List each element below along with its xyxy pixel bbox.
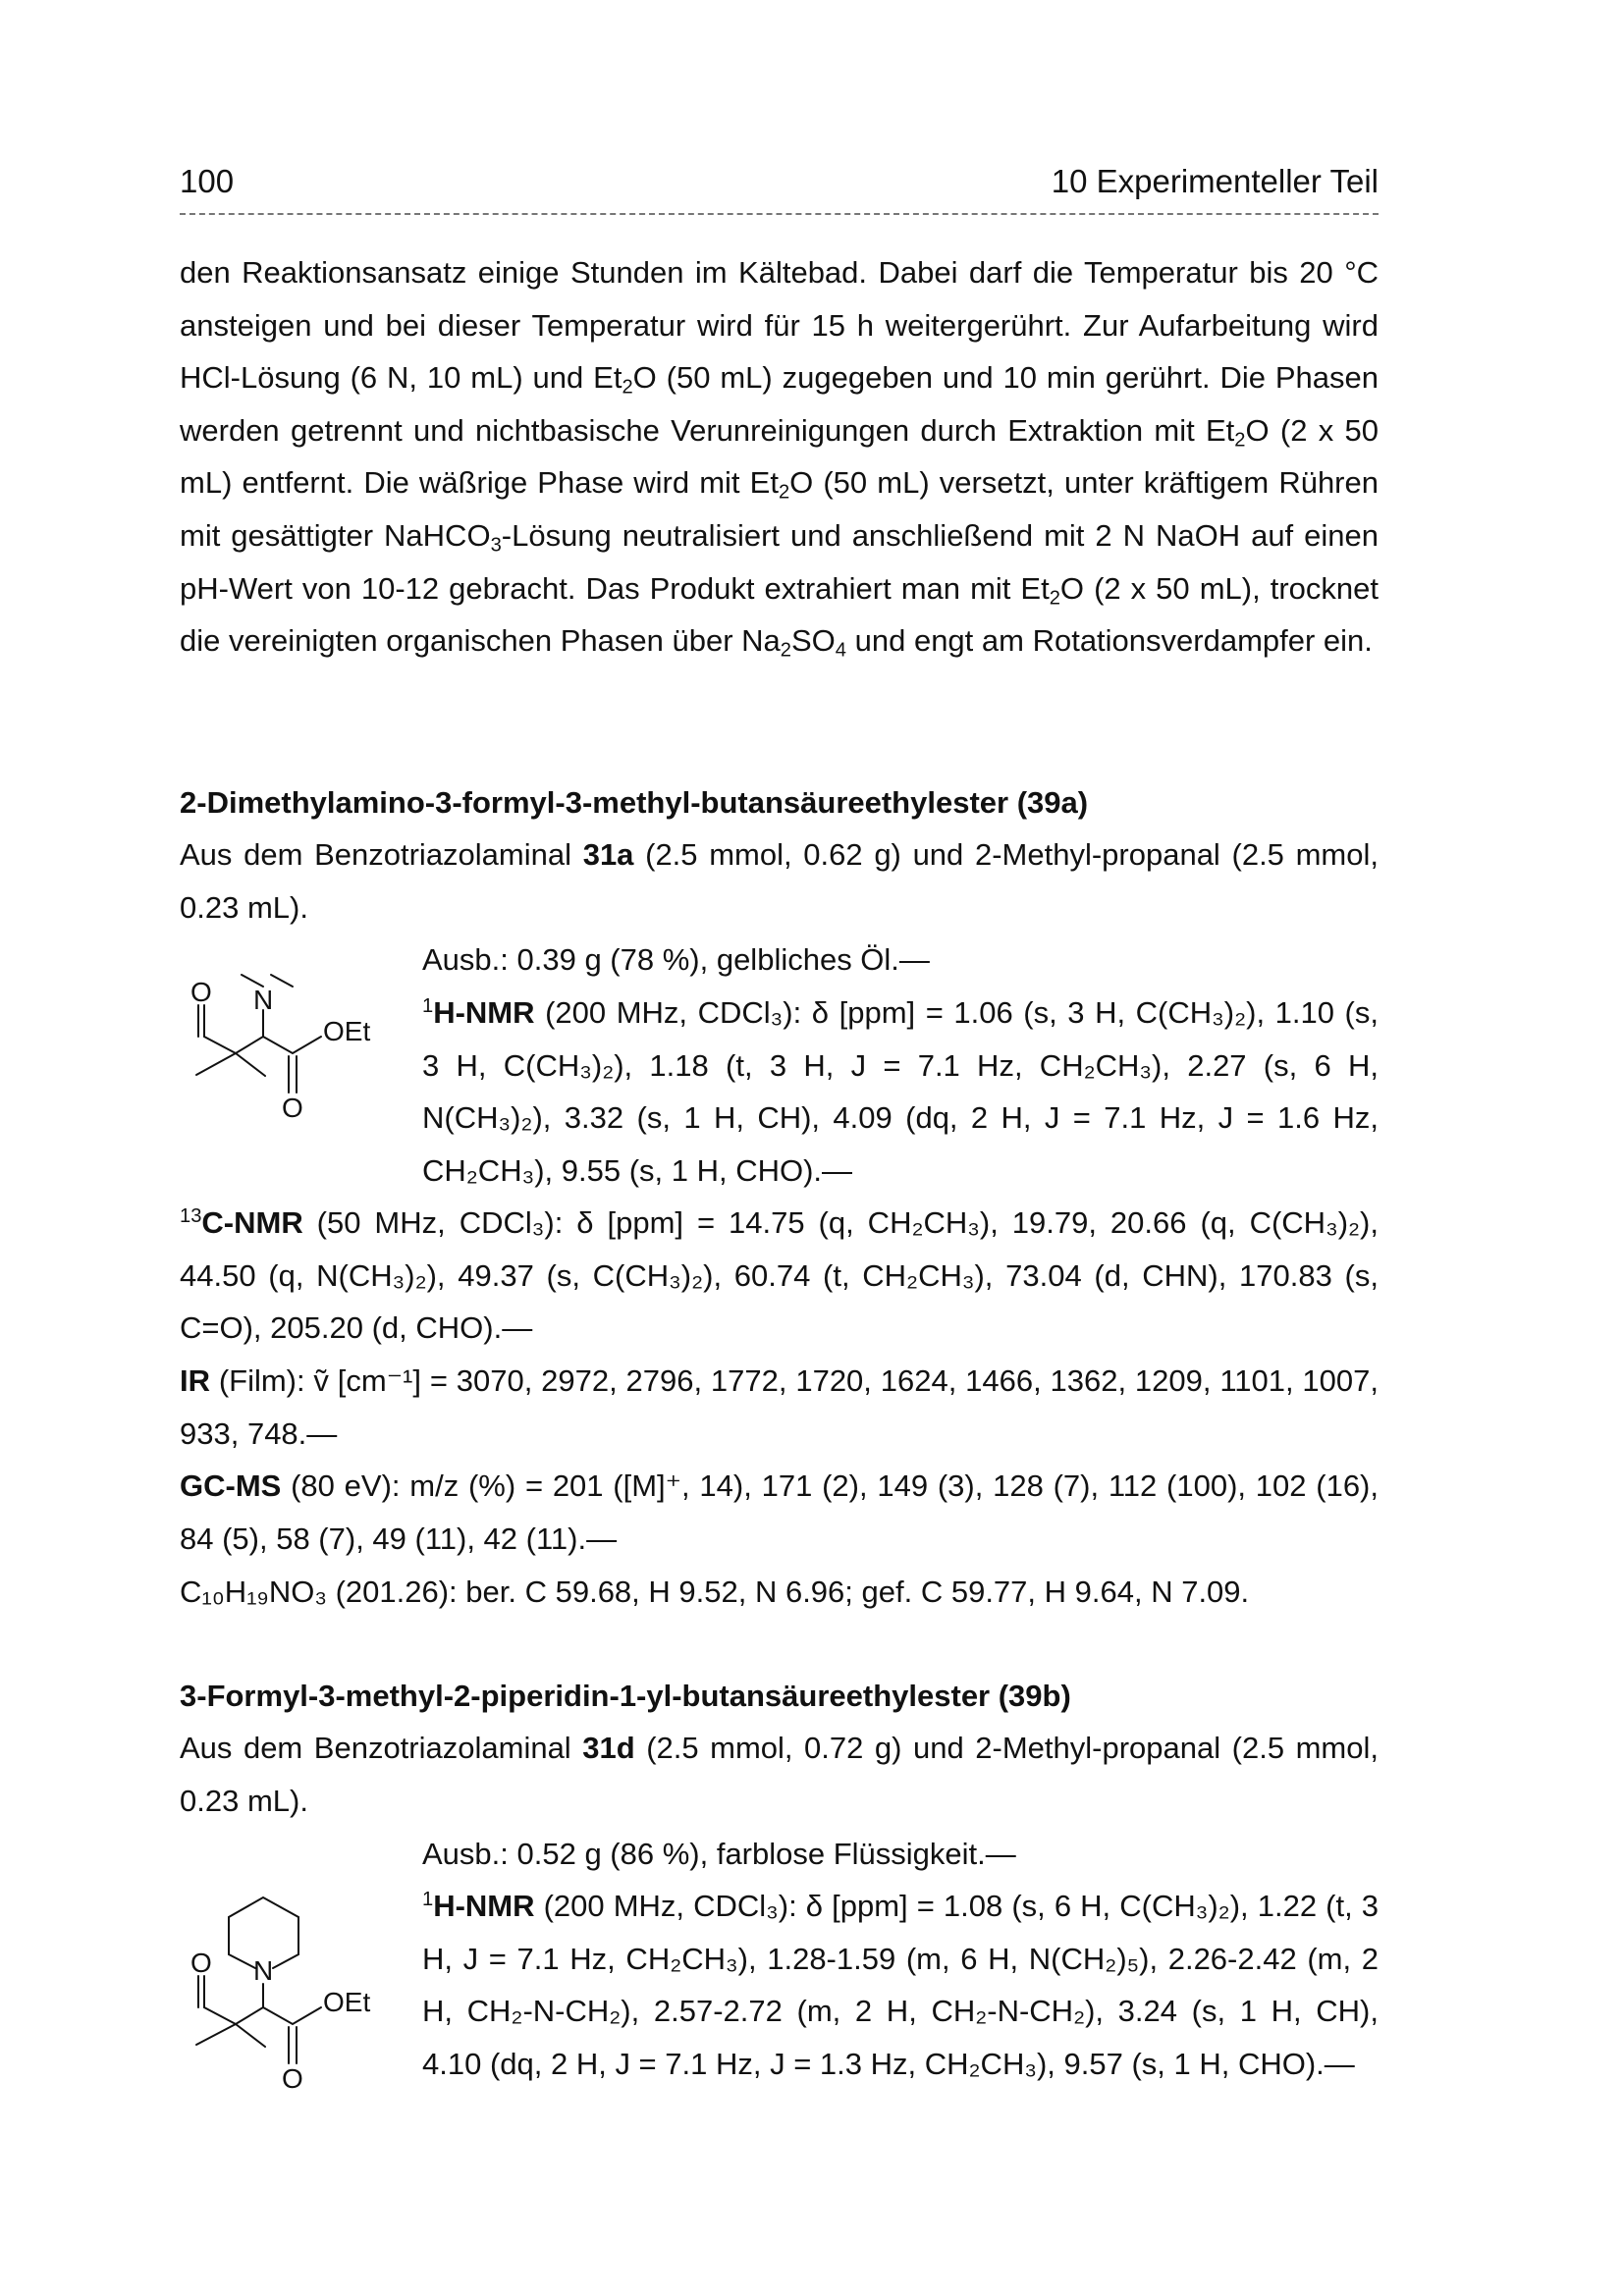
- compound-39b-hnmr: $^1$H-NMR (200 MHz, CDCl₃): δ [ppm] = 1.08 (s, 6 H, C(CH₃)₂), 1.22 (t, 3 H, J = 7.1 Hz, CH₂CH₃), 1.28-1.59 (m, 6 H, N(CH₂)₅), 2.26-2.42 (m, 2 H, CH₂-N-CH₂), 2.57-2.72 (m, 2 H, CH₂-N-CH₂), 3.24 (s, 1 H, CH), 4.10 (dq, 2 H, J = 7.1 Hz, J = 1.3 Hz, CH₂CH₃), 9.57 (s, 1 H, CHO).—: [422, 1888, 1379, 2081]
- compound-39a-hnmr: $^1$H-NMR (200 MHz, CDCl₃): δ [ppm] = 1.06 (s, 3 H, C(CH₃)₂), 1.10 (s, 3 H, C(CH₃)₂), 1.18 (t, 3 H, J = 7.1 Hz, CH₂CH₃), 2.27 (s, 6 H, N(CH₃)₂), 3.32 (s, 1 H, CH), 4.09 (dq, 2 H, J = 7.1 Hz, J = 1.6 Hz, CH₂CH₃), 9.55 (s, 1 H, CHO).—: [422, 994, 1379, 1188]
- compound-39a-cnmr: $^{13}$C-NMR (50 MHz, CDCl₃): δ [ppm] = 14.75 (q, CH₂CH₃), 19.79, 20.66 (q, C(CH₃)₂), 44.50 (q, N(CH₃)₂), 49.37 (s, C(CH₃)₂), 60.74 (t, CH₂CH₃), 73.04 (d, CHN), 170.83 (s, C=O), 205.20 (d, CHO).—: [180, 1204, 1379, 1346]
- structure-39a-label-n: N: [253, 985, 274, 1015]
- compound-39a-analysis: C₁₀H₁₉NO₃ (201.26): ber. C 59.68, H 9.52, N 6.96; gef. C 59.77, H 9.64, N 7.09.: [180, 1575, 1250, 1609]
- compound-39a-preparation: Aus dem Benzotriazolaminal 31a (2.5 mmol, 0.62 g) und 2-Methyl-propanal (2.5 mmol, 0.23 mL).: [180, 837, 1379, 925]
- intro-paragraph: den Reaktionsansatz einige Stunden im Kältebad. Dabei darf die Temperatur bis 20 °C ansteigen und bei dieser Temperatur wird für 15 h weitergerührt. Zur Aufarbeitung wird HCl-Lösung (6 N, 10 mL) und $Et_2O$ (50 mL) zugegeben und 10 min gerührt. Die Phasen werden getrennt und nichtbasische Verunreinigungen durch Extraktion mit $Et_2O$ (2 x 50 mL) entfernt. Die wäßrige Phase wird mit $Et_2O$ (50 mL) versetzt, unter kräftigem Rühren mit gesättigter NaHCO$_3$-Lösung neutralisiert und anschließend mit 2 N NaOH auf einen pH-Wert von 10-12 gebracht. Das Produkt extrahiert man mit $Et_2O$ (2 x 50 mL), trocknet die vereinigten organischen Phasen über $Na_2SO_4$ und engt am Rotationsverdampfer ein.: [180, 255, 1380, 662]
- compound-39b-yield: Ausb.: 0.52 g (86 %), farblose Flüssigkeit.—: [422, 1837, 1016, 1871]
- structure-39a: [177, 962, 403, 1119]
- structure-39a-label-oet: OEt: [323, 1016, 371, 1046]
- header-rule: [180, 213, 1379, 215]
- structure-39b-label-o1: O: [190, 1948, 212, 1978]
- structure-39b-label-o2: O: [282, 2063, 303, 2091]
- compound-39a-gcms: GC-MS (80 eV): m/z (%) = 201 ([M]⁺, 14), 171 (2), 149 (3), 128 (7), 112 (100), 102 (16), 84 (5), 58 (7), 49 (11), 42 (11).—: [180, 1468, 1379, 1556]
- structure-39b: [177, 1870, 403, 2091]
- compound-39b-preparation: Aus dem Benzotriazolaminal 31d (2.5 mmol, 0.72 g) und 2-Methyl-propanal (2.5 mmol, 0.23 mL).: [180, 1731, 1379, 1818]
- structure-39b-label-n: N: [253, 1955, 274, 1986]
- compound-39a-title: 2-Dimethylamino-3-formyl-3-methyl-butansäureethylester (39a): [180, 785, 1089, 820]
- page-number: 100: [180, 163, 235, 199]
- structure-39b-label-oet: OEt: [323, 1987, 371, 2017]
- structure-39a-label-o2: O: [282, 1093, 303, 1119]
- structure-39a-label-o1: O: [190, 977, 212, 1007]
- compound-39b-title: 3-Formyl-3-methyl-2-piperidin-1-yl-butansäureethylester (39b): [180, 1679, 1071, 1713]
- compound-39a-yield: Ausb.: 0.39 g (78 %), gelbliches Öl.—: [422, 942, 930, 977]
- compound-39a-ir: IR (Film): ṽ [cm⁻¹] = 3070, 2972, 2796, 1772, 1720, 1624, 1466, 1362, 1209, 1101, 1007, 933, 748.—: [180, 1363, 1379, 1451]
- chapter-title: 10 Experimenteller Teil: [1051, 163, 1379, 199]
